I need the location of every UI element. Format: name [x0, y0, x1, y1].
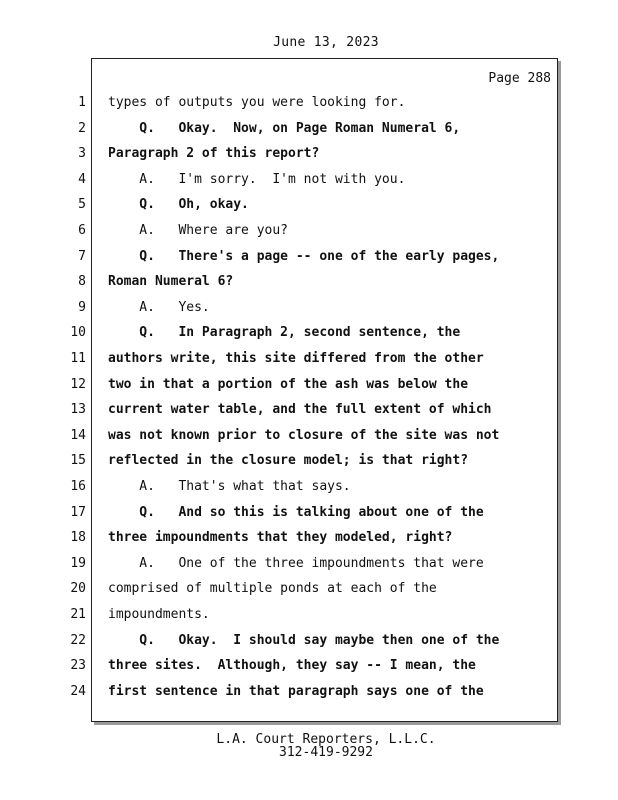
transcript-line-text: Q. There's a page -- one of the early pages,: [108, 249, 500, 264]
transcript-line-text: was not known prior to closure of the site was not: [108, 428, 500, 443]
transcript-line-text: current water table, and the full extent of which: [108, 402, 492, 417]
transcript-line-text: first sentence in that paragraph says one of the: [108, 684, 484, 699]
transcript-line-text: A. Where are you?: [108, 223, 289, 238]
transcript-line-text: three sites. Although, they say -- I mean, the: [108, 658, 476, 673]
line-number: 7: [78, 249, 86, 264]
transcript-line-text: Q. In Paragraph 2, second sentence, the: [108, 325, 461, 340]
line-number: 11: [70, 351, 86, 366]
line-number: 5: [78, 197, 86, 212]
transcript-line-text: Paragraph 2 of this report?: [108, 146, 320, 161]
footer: [0, 733, 618, 759]
line-number: 16: [70, 479, 86, 494]
line-number: 9: [78, 300, 86, 315]
line-number: 12: [70, 377, 86, 392]
page-number: Page 288: [488, 71, 551, 86]
transcript-line-text: reflected in the closure model; is that right?: [108, 453, 469, 468]
line-number: 8: [78, 274, 86, 289]
transcript-line-text: A. Yes.: [108, 300, 210, 315]
line-number: 13: [70, 402, 86, 417]
transcript-line-text: three impoundments that they modeled, right?: [108, 530, 453, 545]
line-number: 15: [70, 453, 86, 468]
line-number: 14: [70, 428, 86, 443]
line-number: 18: [70, 530, 86, 545]
line-number: 24: [70, 684, 86, 699]
line-number: 4: [78, 172, 86, 187]
line-number: 3: [78, 146, 86, 161]
line-number: 20: [70, 581, 86, 596]
transcript-line-text: A. That's what that says.: [108, 479, 351, 494]
line-number: 17: [70, 505, 86, 520]
transcript-line-text: Q. Okay. Now, on Page Roman Numeral 6,: [108, 121, 461, 136]
line-number: 22: [70, 633, 86, 648]
footer-company: L.A. Court Reporters, L.L.C.: [216, 732, 436, 747]
line-number: 10: [70, 325, 86, 340]
transcript-line-text: A. One of the three impoundments that were: [108, 556, 484, 571]
line-number: 1: [78, 95, 86, 110]
transcript-line-text: two in that a portion of the ash was below the: [108, 377, 469, 392]
footer-phone: 312-419-9292: [279, 745, 373, 760]
line-number: 6: [78, 223, 86, 238]
transcript-line-text: authors write, this site differed from the other: [108, 351, 484, 366]
transcript-line-text: A. I'm sorry. I'm not with you.: [108, 172, 406, 187]
transcript-line-text: Q. Okay. I should say maybe then one of the: [108, 633, 500, 648]
line-number: 21: [70, 607, 86, 622]
transcript-line-text: Q. And so this is talking about one of the: [108, 505, 484, 520]
line-number: 23: [70, 658, 86, 673]
transcript-line-text: impoundments.: [108, 607, 210, 622]
transcript-line-text: comprised of multiple ponds at each of the: [108, 581, 437, 596]
line-number: 19: [70, 556, 86, 571]
transcript-line-text: types of outputs you were looking for.: [108, 95, 406, 110]
line-number: 2: [78, 121, 86, 136]
transcript-line-text: Q. Oh, okay.: [108, 197, 249, 212]
transcript-line-text: Roman Numeral 6?: [108, 274, 234, 289]
header-date: June 13, 2023: [273, 35, 379, 50]
